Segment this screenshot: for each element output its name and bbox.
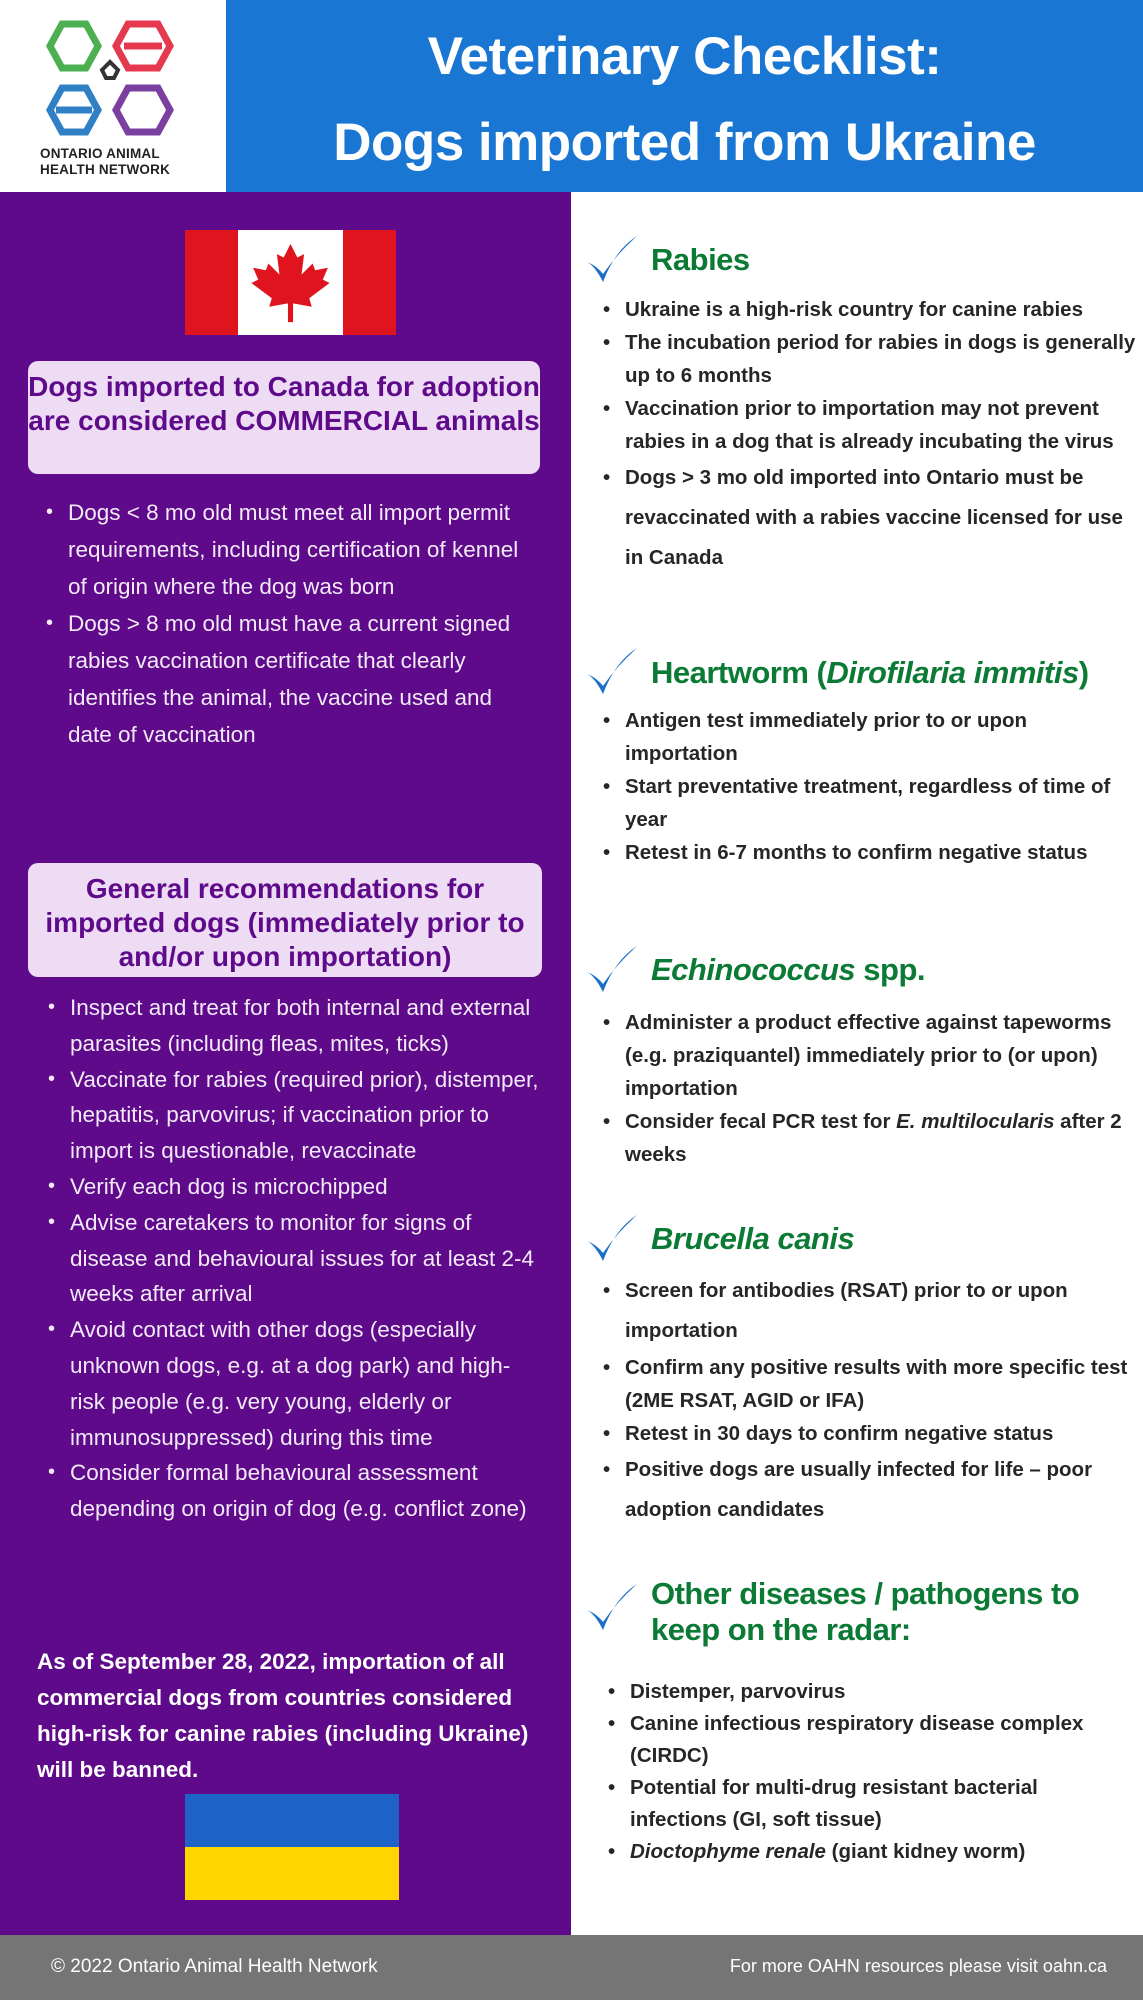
list-item: • Avoid contact with other dogs (especially unknown dogs, e.g. at a dog park) and high-risk people (e.g. very young, elderly or immunosuppressed) during this time	[40, 1312, 540, 1455]
resources-link[interactable]: For more OAHN resources please visit oahn.ca	[729, 1956, 1107, 1976]
checkmark-icon	[583, 942, 641, 998]
list-item: • Potential for multi-drug resistant bacterial infections (GI, soft tissue)	[596, 1772, 1136, 1836]
echinococcus-list	[591, 1006, 1136, 1171]
list-item: • Screen for antibodies (RSAT) prior to or upon importation	[591, 1271, 1136, 1351]
list-item: • Antigen test immediately prior to or upon importation	[591, 704, 1136, 770]
page-title-line1: Veterinary Checklist:	[427, 27, 942, 86]
heartworm-title-prefix: Heartworm (	[651, 655, 827, 690]
brucella-title-species: Brucella canis	[651, 1221, 855, 1256]
flag-yellow-stripe	[185, 1847, 399, 1900]
general-recommendations-list	[40, 990, 540, 1527]
echinococcus-item2-species: E. multilocularis	[896, 1110, 1055, 1133]
logo	[0, 0, 226, 192]
flag-red-bar-left	[185, 230, 238, 335]
canada-flag-icon	[185, 230, 396, 335]
echinococcus-item2-suffix: after 2 weeks	[625, 1110, 1122, 1166]
heartworm-list	[591, 704, 1136, 869]
list-item: • Ukraine is a high-risk country for canine rabies	[591, 293, 1136, 326]
commercial-heading: Dogs imported to Canada for adoption are considered COMMERCIAL animals	[28, 361, 540, 474]
logo-text-line1: ONTARIO ANIMAL	[40, 146, 160, 161]
list-item: • Distemper, parvovirus	[596, 1676, 1136, 1708]
list-item: • Retest in 6-7 months to confirm negative status	[591, 836, 1136, 869]
list-item	[591, 1105, 1136, 1171]
list-item: • The incubation period for rabies in dogs is generally up to 6 months	[591, 326, 1136, 392]
ukraine-flag-icon	[185, 1794, 399, 1900]
other-diseases-title	[651, 1576, 1079, 1648]
other-diseases-title-line1: Other diseases / pathogens to	[651, 1576, 1080, 1611]
list-item: • Dogs > 3 mo old imported into Ontario must be revaccinated with a rabies vaccine licensed for use in Canada	[591, 458, 1136, 578]
brucella-title	[651, 1221, 854, 1257]
checkmark-icon	[583, 232, 641, 288]
list-item: • Dogs > 8 mo old must have a current signed rabies vaccination certificate that clearly identifies the animal, the vaccine used and date of vaccination	[38, 605, 538, 753]
checkmark-icon	[583, 1580, 641, 1636]
list-item: • Start preventative treatment, regardless of time of year	[591, 770, 1136, 836]
logo-text-line2: HEALTH NETWORK	[40, 162, 171, 177]
heartworm-title-suffix: )	[1078, 655, 1089, 690]
title-banner	[226, 0, 1143, 192]
checkmark-icon	[583, 1211, 641, 1267]
list-item: • Retest in 30 days to confirm negative status	[591, 1417, 1136, 1450]
header	[0, 0, 1143, 192]
heartworm-title	[651, 655, 1089, 691]
echinococcus-title	[651, 952, 925, 988]
list-item: • Advise caretakers to monitor for signs of disease and behavioural issues for at least 2-4 weeks after arrival	[40, 1205, 540, 1312]
list-item: • Vaccination prior to importation may not prevent rabies in a dog that is already incubating the virus	[591, 392, 1136, 458]
commercial-requirements-list	[38, 494, 538, 753]
rabies-list	[591, 293, 1136, 578]
other-last-item-suffix: (giant kidney worm)	[825, 1840, 1026, 1863]
footer	[0, 1935, 1143, 2000]
brucella-list	[591, 1271, 1136, 1530]
flag-blue-stripe	[185, 1794, 399, 1847]
list-item: • Administer a product effective against tapeworms (e.g. praziquantel) immediately prior to (or upon) importation	[591, 1006, 1136, 1105]
list-item: • Vaccinate for rabies (required prior), distemper, hepatitis, parvovirus; if vaccination prior to import is questionable, revaccinate	[40, 1062, 540, 1169]
rabies-title: Rabies	[651, 242, 750, 277]
list-item: • Inspect and treat for both internal and external parasites (including fleas, mites, ticks)	[40, 990, 540, 1062]
list-item: • Dogs < 8 mo old must meet all import permit requirements, including certification of kennel of origin where the dog was born	[38, 494, 538, 605]
flag-red-bar-right	[343, 230, 396, 335]
left-column	[0, 192, 571, 1935]
list-item: • Consider formal behavioural assessment depending on origin of dog (e.g. conflict zone)	[40, 1455, 540, 1527]
echinococcus-title-genus: Echinococcus	[651, 952, 856, 987]
list-item	[596, 1836, 1136, 1868]
echinococcus-item2-prefix: Consider fecal PCR test for	[625, 1110, 897, 1133]
list-item: • Confirm any positive results with more specific test (2ME RSAT, AGID or IFA)	[591, 1351, 1136, 1417]
other-last-item-species: Dioctophyme renale	[630, 1840, 826, 1863]
ban-notice: As of September 28, 2022, importation of all commercial dogs from countries considered high-risk for canine rabies (including Ukraine) will be banned.	[37, 1649, 529, 1782]
maple-leaf-icon	[248, 238, 333, 328]
heartworm-title-species: Dirofilaria immitis	[826, 655, 1079, 690]
right-column	[571, 192, 1143, 1935]
list-item: • Canine infectious respiratory disease complex (CIRDC)	[596, 1708, 1136, 1772]
general-recommendations-heading: General recommendations for imported dogs (immediately prior to and/or upon importation)	[28, 863, 542, 977]
echinococcus-title-suffix: spp.	[855, 952, 926, 987]
list-item: • Positive dogs are usually infected for life – poor adoption candidates	[591, 1450, 1136, 1530]
copyright-text: © 2022 Ontario Animal Health Network	[51, 1956, 378, 1977]
list-item: • Verify each dog is microchipped	[40, 1169, 540, 1205]
oahn-logo-icon	[44, 16, 184, 144]
page-title-line2: Dogs imported from Ukraine	[333, 113, 1036, 172]
other-diseases-list	[596, 1676, 1136, 1868]
other-diseases-title-line2: keep on the radar:	[651, 1612, 911, 1647]
checkmark-icon	[583, 644, 641, 700]
logo-text	[40, 146, 210, 178]
